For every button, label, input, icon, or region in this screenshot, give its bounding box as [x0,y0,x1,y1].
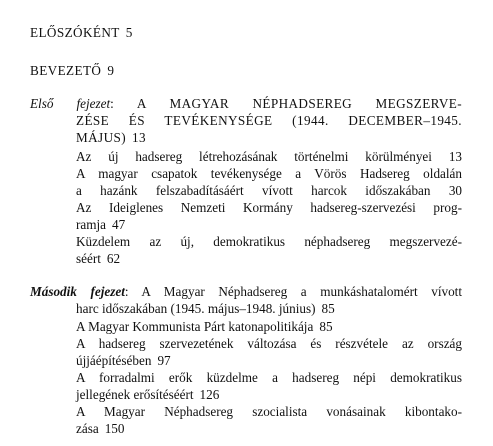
part2-heading-cont [76,300,462,317]
toc-entry-foreword [30,24,133,41]
entry-title: ELŐSZÓKÉNT [30,25,120,40]
section-line: A magyar csapatok tevékenysége a Vörös Hadsereg oldalán [76,166,462,181]
section-page: 150 [104,421,125,436]
toc-section [76,199,462,233]
section-line: séért 62 [76,251,121,266]
part2-heading [30,283,462,300]
part2-page: 85 [321,301,335,316]
toc-section [76,335,462,369]
part2-label: Második fejezet [30,284,125,299]
section-line: A hadsereg szervezetének változása és részvétele az ország [76,336,462,351]
part1-title-line3: MÁJUS) 13 [76,130,147,145]
section-line: ramja 47 [76,217,126,232]
toc-section [76,165,462,199]
part1-heading-cont [76,112,462,146]
part1-title-line2: ZÉSE ÉS TEVÉKENYSÉGE (1944. DECEMBER–1945. [76,113,462,128]
section-line: újjáépítésében 97 [76,353,171,368]
entry-page: 9 [107,63,115,78]
section-line: Küzdelem az új, demokratikus néphadsereg megszervezé- [76,234,462,249]
section-page: 47 [112,217,126,232]
part1-title-line1: Első fejezet: A MAGYAR NÉPHADSEREG MEGSZERVE- [30,96,462,111]
section-line: A Magyar Kommunista Párt katonapolitikája 85 [76,319,333,334]
entry-page: 5 [125,25,133,40]
toc-section [76,233,462,267]
toc-section [76,148,462,165]
part2-sections [76,318,462,437]
toc-entry-introduction [30,62,114,79]
section-line: A forradalmi erők küzdelme a hadsereg népi demokratikus [76,370,462,385]
toc-section [76,318,462,335]
part2-title-line1: Második fejezet: A Magyar Néphadsereg a munkáshatalomért vívott [30,284,463,299]
section-line: A Magyar Néphadsereg szocialista vonásainak kibontako- [76,404,462,419]
section-line: jellegének erősítéséért 126 [76,387,220,402]
section-page: 13 [448,149,463,164]
toc-section [76,369,462,403]
section-line: Az új hadsereg létrehozásának történelmi körülményei 13 [76,149,463,164]
section-page: 126 [199,387,220,402]
section-line: a hazánk felszabadításáért vívott harcok időszakában 30 [76,183,463,198]
part1-sections [76,148,462,267]
section-line: zása 150 [76,421,125,436]
section-page: 85 [319,319,333,334]
section-page: 62 [106,251,121,266]
part2-title-line2: harc időszakában (1945. május–1948. június) 85 [76,301,335,316]
section-page: 30 [448,183,463,198]
part1-page: 13 [132,130,147,145]
section-page: 97 [157,353,171,368]
part1-heading [30,95,462,112]
toc-section [76,403,462,437]
section-line: Az Ideiglenes Nemzeti Kormány hadsereg-szervezési prog- [76,200,462,215]
part1-label: Első fejezet [30,96,111,111]
entry-title: BEVEZETŐ [30,63,102,78]
